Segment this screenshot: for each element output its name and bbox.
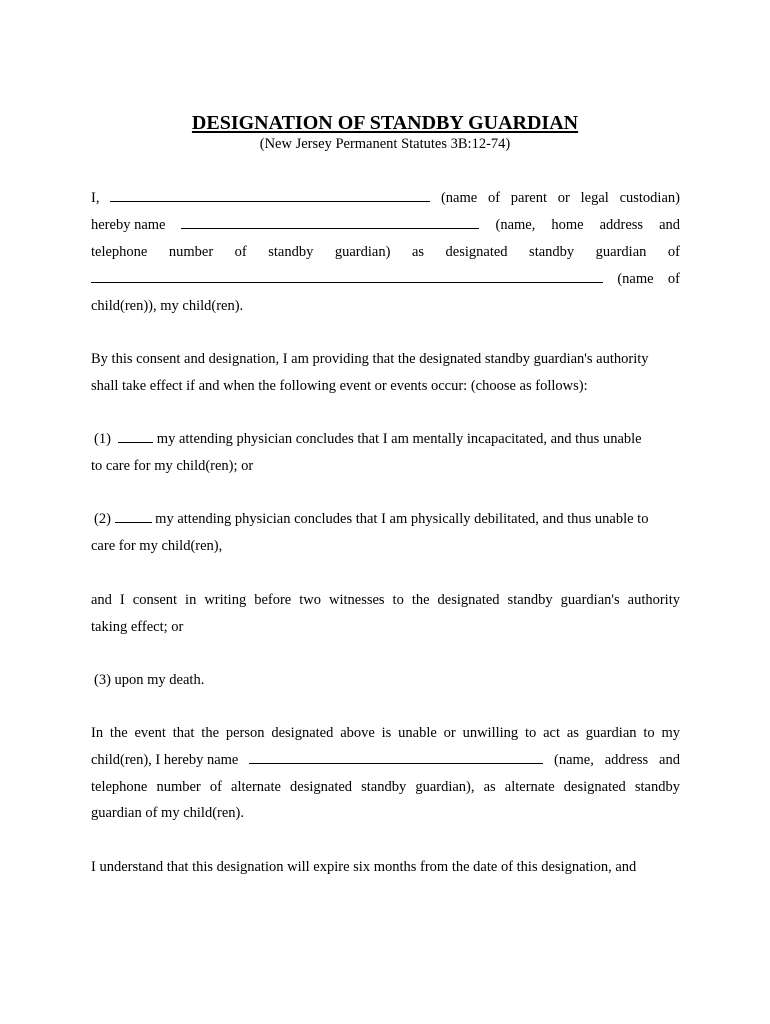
- option1-line2: to care for my child(ren); or: [91, 458, 254, 474]
- para1-line4: (name of: [91, 269, 680, 289]
- standby-guardian-blank[interactable]: [181, 215, 479, 229]
- alternate-line1: In the event that the person designated above is unable or unwilling to act as guardian to my: [91, 725, 680, 741]
- para1-line2: hereby name (name, home address and: [91, 217, 680, 233]
- consent-line1: and I consent in writing before two witnesses to the designated standby guardian's authority: [91, 592, 680, 608]
- document-subtitle: (New Jersey Permanent Statutes 3B:12-74): [259, 136, 511, 152]
- consent-line2: taking effect; or: [91, 619, 184, 635]
- option2-line2: care for my child(ren),: [91, 538, 223, 554]
- expiration-line: I understand that this designation will expire six months from the date of this designation, and: [91, 859, 637, 875]
- children-name-blank[interactable]: [91, 269, 603, 283]
- para2-line2: shall take effect if and when the following event or events occur: (choose as follows):: [91, 378, 588, 394]
- para1-text: I,: [91, 190, 100, 206]
- para1-line3: telephone number of standby guardian) as designated standby guardian of: [91, 244, 680, 260]
- alternate-guardian-blank[interactable]: [249, 750, 543, 764]
- alternate-line2: child(ren), I hereby name (name, address and: [91, 752, 680, 768]
- option3-line: (3) upon my death.: [94, 672, 205, 688]
- para1-line1: I, (name of parent or legal custodian): [91, 190, 680, 206]
- alternate-line3: telephone number of alternate designated standby guardian), as alternate designated standby: [91, 779, 680, 795]
- option2-checkbox-blank[interactable]: [115, 509, 152, 523]
- para1-line5: child(ren)), my child(ren).: [91, 298, 244, 314]
- document-title: DESIGNATION OF STANDBY GUARDIAN: [191, 112, 579, 134]
- alternate-line4: guardian of my child(ren).: [91, 805, 245, 821]
- parent-name-blank[interactable]: [110, 188, 430, 202]
- para2-line1: By this consent and designation, I am providing that the designated standby guardian's authority: [91, 351, 649, 367]
- option1-line1: (1) my attending physician concludes that I am mentally incapacitated, and thus unable: [94, 431, 642, 447]
- option1-checkbox-blank[interactable]: [118, 429, 153, 443]
- option2-line1: (2) my attending physician concludes that I am physically debilitated, and thus unable to: [94, 511, 649, 527]
